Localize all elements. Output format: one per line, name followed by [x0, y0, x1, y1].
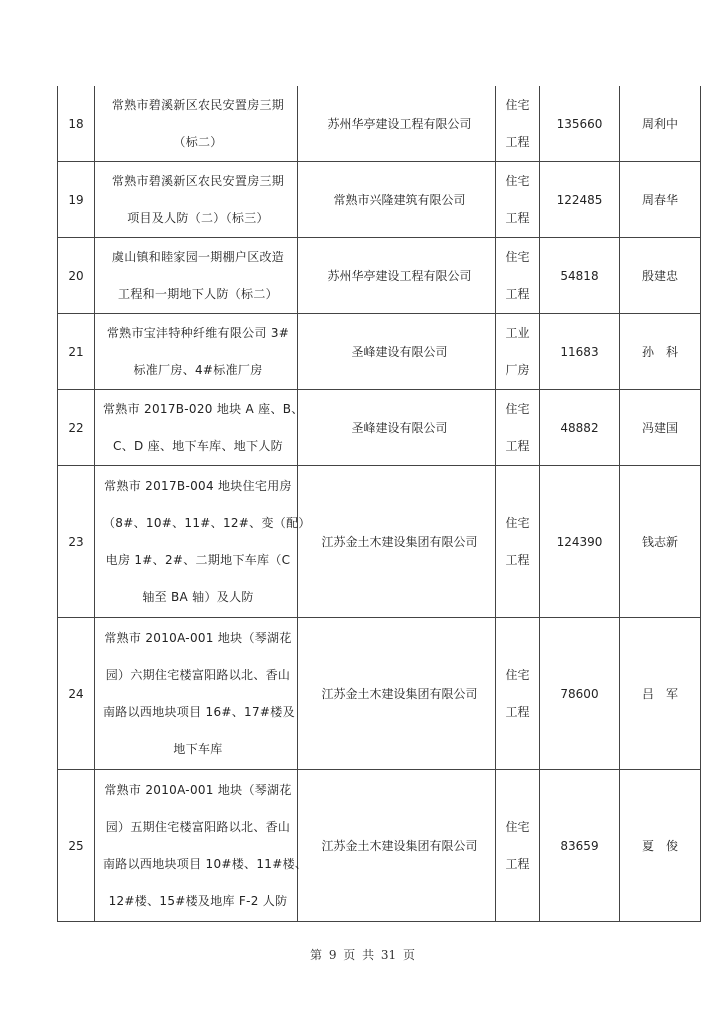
project-type-line: 住宅	[505, 249, 530, 264]
table-row	[58, 770, 701, 922]
project-type	[496, 466, 540, 618]
building-area: 11683	[540, 314, 620, 390]
construction-unit: 圣峰建设有限公司	[298, 390, 496, 466]
row-number: 23	[58, 466, 95, 618]
project-manager: 冯建国	[620, 390, 701, 466]
project-name	[95, 390, 304, 466]
project-type-line: 工程	[505, 134, 530, 149]
construction-unit: 苏州华亭建设工程有限公司	[298, 238, 496, 314]
project-name	[95, 86, 298, 162]
project-type	[496, 238, 540, 314]
page-footer: 第 9 页 共 31 页	[310, 948, 415, 962]
project-type-line: 住宅	[505, 401, 530, 416]
table-row	[58, 314, 701, 390]
building-area: 48882	[540, 390, 620, 466]
construction-unit: 江苏金土木建设集团有限公司	[298, 618, 496, 770]
project-name-line: （8#、10#、11#、12#、变（配）	[103, 515, 311, 530]
project-name	[95, 162, 298, 238]
project-name	[95, 618, 298, 770]
project-type-line: 住宅	[505, 97, 530, 112]
project-name-line: 常熟市碧溪新区农民安置房三期	[111, 173, 285, 188]
row-number: 22	[58, 390, 95, 466]
project-type-line: 工业	[505, 325, 530, 340]
project-type	[496, 770, 540, 922]
table-row	[58, 390, 701, 466]
project-manager: 周春华	[620, 162, 701, 238]
project-type-line: 工程	[505, 438, 530, 453]
project-manager: 孙 科	[620, 314, 701, 390]
project-name	[95, 314, 298, 390]
construction-unit: 圣峰建设有限公司	[298, 314, 496, 390]
project-type-line: 工程	[505, 552, 530, 567]
table-row	[58, 238, 701, 314]
project-name-line: 常熟市 2010A-001 地块（琴湖花	[104, 782, 292, 797]
table-row	[58, 618, 701, 770]
table-row	[58, 466, 701, 618]
project-name-line: 项目及人防（二）（标三）	[127, 210, 269, 225]
project-name-line: （标二）	[173, 134, 223, 149]
project-name-line: C、D 座、地下车库、地下人防	[113, 438, 283, 453]
construction-unit: 苏州华亭建设工程有限公司	[298, 86, 496, 162]
project-type-line: 工程	[505, 856, 530, 871]
row-number: 25	[58, 770, 95, 922]
project-name-line: 常熟市 2017B-004 地块住宅用房	[104, 478, 292, 493]
row-number: 21	[58, 314, 95, 390]
project-manager: 吕 军	[620, 618, 701, 770]
project-name-line: 常熟市碧溪新区农民安置房三期	[111, 97, 285, 112]
project-name	[95, 238, 298, 314]
project-name-line: 南路以西地块项目 16#、17#楼及	[103, 704, 295, 719]
project-type	[496, 314, 540, 390]
project-manager: 钱志新	[620, 466, 701, 618]
row-number: 19	[58, 162, 95, 238]
table-row	[58, 162, 701, 238]
project-name-line: 地下车库	[173, 741, 223, 756]
project-name-line: 12#楼、15#楼及地库 F-2 人防	[108, 893, 288, 908]
project-name-line: 虞山镇和睦家园一期棚户区改造	[111, 249, 285, 264]
building-area: 78600	[540, 618, 620, 770]
project-name-line: 轴至 BA 轴）及人防	[142, 589, 254, 604]
project-name-line: 常熟市宝沣特种纤维有限公司 3#	[106, 325, 290, 340]
project-name	[95, 770, 308, 922]
project-manager: 殷建忠	[620, 238, 701, 314]
construction-unit: 江苏金土木建设集团有限公司	[298, 770, 496, 922]
building-area: 124390	[540, 466, 620, 618]
project-name-line: 电房 1#、2#、二期地下车库（C	[105, 552, 291, 567]
construction-unit: 常熟市兴隆建筑有限公司	[298, 162, 496, 238]
project-type-line: 厂房	[505, 362, 530, 377]
row-number: 20	[58, 238, 95, 314]
row-number: 24	[58, 618, 95, 770]
project-table	[57, 86, 701, 922]
project-name-line: 常熟市 2017B-020 地块 A 座、B、	[103, 401, 304, 416]
project-name-line: 南路以西地块项目 10#楼、11#楼、	[103, 856, 308, 871]
project-name-line: 园）五期住宅楼富阳路以北、香山	[105, 819, 291, 834]
project-type-line: 工程	[505, 286, 530, 301]
construction-unit: 江苏金土木建设集团有限公司	[298, 466, 496, 618]
project-type-line: 住宅	[505, 515, 530, 530]
project-name-line: 园）六期住宅楼富阳路以北、香山	[105, 667, 291, 682]
table-row	[58, 86, 701, 162]
project-name-line: 工程和一期地下人防（标二）	[118, 286, 278, 301]
project-name-line: 常熟市 2010A-001 地块（琴湖花	[104, 630, 292, 645]
project-type-line: 住宅	[505, 819, 530, 834]
row-number: 18	[58, 86, 95, 162]
project-type	[496, 390, 540, 466]
project-type-line: 住宅	[505, 667, 530, 682]
project-type	[496, 86, 540, 162]
project-type-line: 工程	[505, 704, 530, 719]
building-area: 135660	[540, 86, 620, 162]
project-manager: 夏 俊	[620, 770, 701, 922]
project-type	[496, 618, 540, 770]
project-manager: 周利中	[620, 86, 701, 162]
project-name	[95, 466, 311, 618]
project-name-line: 标准厂房、4#标准厂房	[133, 362, 263, 377]
building-area: 54818	[540, 238, 620, 314]
project-type-line: 住宅	[505, 173, 530, 188]
project-type	[496, 162, 540, 238]
project-type-line: 工程	[505, 210, 530, 225]
building-area: 122485	[540, 162, 620, 238]
building-area: 83659	[540, 770, 620, 922]
project-table-body	[58, 86, 701, 922]
